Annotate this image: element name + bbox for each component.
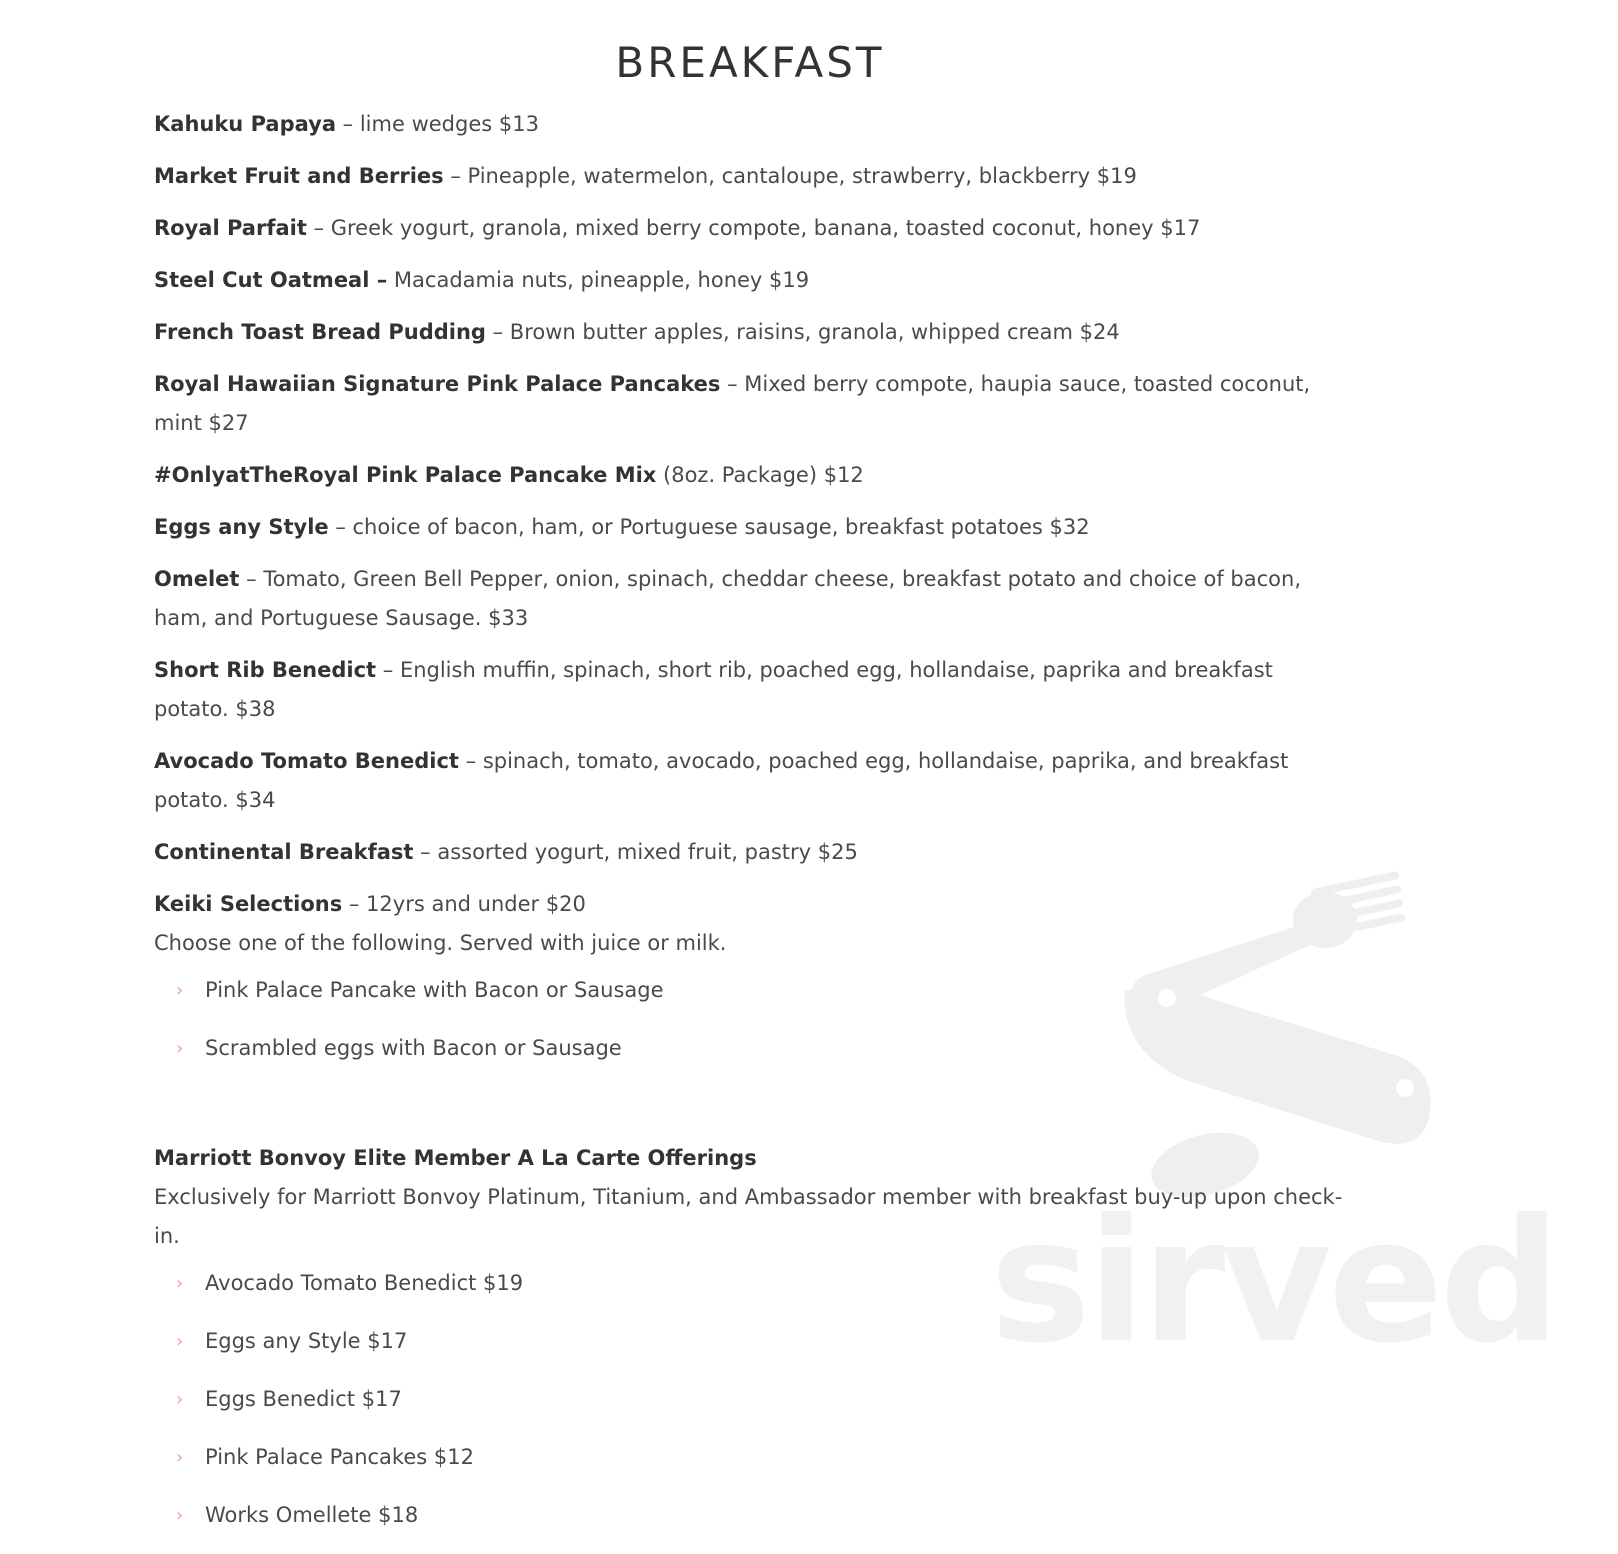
- keiki-options: [154, 971, 1354, 1068]
- list-item: [154, 1380, 1354, 1419]
- menu-item: [154, 456, 1354, 495]
- menu-item-name: Avocado Tomato Benedict: [154, 749, 459, 773]
- chevron-right-icon: ›: [176, 1273, 184, 1294]
- keiki-note: Choose one of the following. Served with juice or milk.: [154, 931, 727, 955]
- list-item-label: Avocado Tomato Benedict $19: [205, 1271, 524, 1295]
- list-item-label: Pink Palace Pancakes $12: [205, 1445, 474, 1469]
- section-spacer: [154, 1087, 1354, 1139]
- list-item-label: Eggs any Style $17: [205, 1329, 408, 1353]
- list-item: [154, 1029, 1354, 1068]
- menu-item-name: Steel Cut Oatmeal –: [154, 268, 388, 292]
- menu-item-name: Short Rib Benedict: [154, 658, 377, 682]
- menu-item-desc: – Tomato, Green Bell Pepper, onion, spinach, cheddar cheese, breakfast potato and choice of bacon, ham, and Portuguese Sausage. $33: [154, 567, 1301, 630]
- menu-item-name: Market Fruit and Berries: [154, 164, 444, 188]
- svg-text:sirved: sirved: [990, 1183, 1558, 1381]
- chevron-right-icon: ›: [176, 980, 184, 1001]
- list-item: [154, 1496, 1354, 1535]
- menu-item-desc: (8oz. Package) $12: [656, 463, 864, 487]
- menu-item: [154, 508, 1354, 547]
- menu-item: [154, 742, 1354, 820]
- menu-item-name: #OnlyatTheRoyal Pink Palace Pancake Mix: [154, 463, 657, 487]
- menu-item: [154, 651, 1354, 729]
- menu-item-name: Royal Parfait: [154, 216, 307, 240]
- menu-item-name: Royal Hawaiian Signature Pink Palace Pancakes: [154, 372, 721, 396]
- chevron-right-icon: ›: [176, 1389, 184, 1410]
- menu-item-list: [154, 105, 1354, 924]
- menu-item: [154, 261, 1354, 300]
- menu-item: [154, 209, 1354, 248]
- chevron-right-icon: ›: [176, 1331, 184, 1352]
- menu-item-desc: – assorted yogurt, mixed fruit, pastry $25: [413, 840, 858, 864]
- list-item-label: Pink Palace Pancake with Bacon or Sausage: [205, 978, 664, 1002]
- menu-item-desc: – Greek yogurt, granola, mixed berry compote, banana, toasted coconut, honey $17: [306, 216, 1201, 240]
- menu-item-name: Omelet: [154, 567, 240, 591]
- menu-item-desc: – 12yrs and under $20: [342, 892, 586, 916]
- page-title: BREAKFAST: [615, 38, 885, 87]
- elite-section-title: Marriott Bonvoy Elite Member A La Carte Offerings: [154, 1146, 757, 1170]
- list-item-label: Eggs Benedict $17: [205, 1387, 402, 1411]
- menu-item: [154, 105, 1354, 144]
- menu-item: [154, 833, 1354, 872]
- menu-item-name: Keiki Selections: [154, 892, 343, 916]
- chevron-right-icon: ›: [176, 1038, 184, 1059]
- menu-item-desc: – lime wedges $13: [336, 112, 539, 136]
- menu-item-desc: Macadamia nuts, pineapple, honey $19: [387, 268, 810, 292]
- menu-content: [154, 105, 1354, 1554]
- menu-item-name: Continental Breakfast: [154, 840, 414, 864]
- menu-item-name: Kahuku Papaya: [154, 112, 336, 136]
- chevron-right-icon: ›: [176, 1447, 184, 1468]
- menu-item: [154, 157, 1354, 196]
- menu-item-name: Eggs any Style: [154, 515, 329, 539]
- menu-item-desc: – choice of bacon, ham, or Portuguese sausage, breakfast potatoes $32: [328, 515, 1090, 539]
- elite-options: [154, 1264, 1354, 1535]
- list-item: [154, 1322, 1354, 1361]
- menu-item: [154, 885, 1354, 924]
- menu-item: [154, 560, 1354, 638]
- menu-item-desc: – Pineapple, watermelon, cantaloupe, strawberry, blackberry $19: [443, 164, 1137, 188]
- list-item-label: Scrambled eggs with Bacon or Sausage: [205, 1036, 622, 1060]
- menu-item: [154, 365, 1354, 443]
- chevron-right-icon: ›: [176, 1505, 184, 1526]
- list-item-label: Works Omellete $18: [205, 1503, 419, 1527]
- menu-item-desc: – Brown butter apples, raisins, granola, whipped cream $24: [485, 320, 1120, 344]
- menu-item-desc: – English muffin, spinach, short rib, poached egg, hollandaise, paprika and breakfast potato. $38: [154, 658, 1273, 721]
- list-item: [154, 1438, 1354, 1477]
- list-item: [154, 971, 1354, 1010]
- menu-item-desc: – spinach, tomato, avocado, poached egg, hollandaise, paprika, and breakfast potato. $34: [154, 749, 1289, 812]
- menu-item-name: French Toast Bread Pudding: [154, 320, 486, 344]
- menu-item-desc: – Mixed berry compote, haupia sauce, toasted coconut, mint $27: [154, 372, 1311, 435]
- menu-item: [154, 313, 1354, 352]
- elite-section-desc: Exclusively for Marriott Bonvoy Platinum, Titanium, and Ambassador member with breakfast buy-up upon check-in.: [154, 1185, 1343, 1248]
- list-item: [154, 1264, 1354, 1303]
